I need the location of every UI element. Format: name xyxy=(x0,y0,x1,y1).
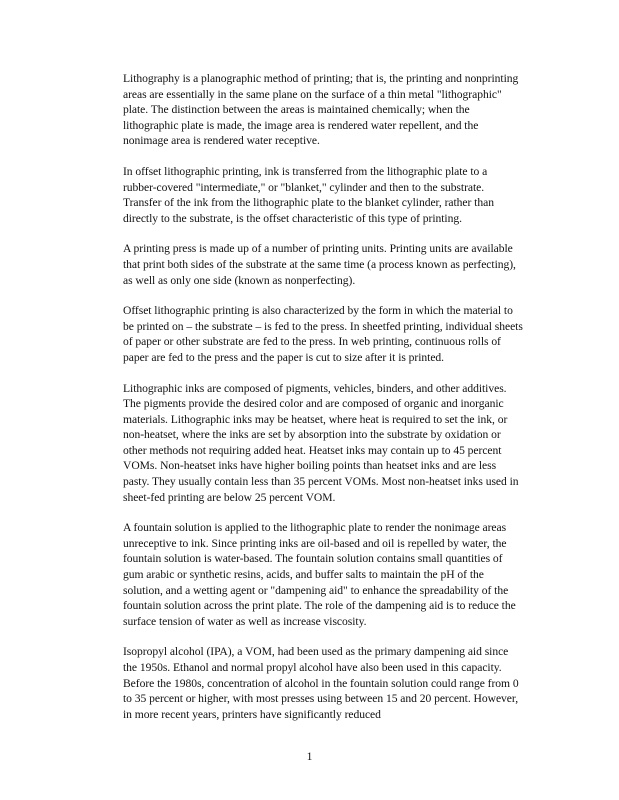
paragraph-lithographic-inks: Lithographic inks are composed of pigments, vehicles, binders, and other additives. The pigments provide the desired color and are composed of organic and inorganic materials. Lithographic inks may be heatset, where heat is required to set the ink, or non-heatset, where the inks are set by absorption into the substrate by oxidation or other methods not requiring added heat. Heatset inks may contain up to 45 percent VOMs. Non-heatset inks have higher boiling points than heatset inks and are less pasty. They usually contain less than 35 percent VOMs. Most non-heatset inks used in sheet-fed printing are below 25 percent VOM. xyxy=(123,381,519,504)
paragraph-offset-printing: In offset lithographic printing, ink is transferred from the lithographic plate to a rubber-covered "intermediate," or "blanket," cylinder and then to the substrate. Transfer of the ink from the lithographic plate to the blanket cylinder, rather than directly to the substrate, is the offset characteristic of this type of printing. xyxy=(123,164,494,225)
paragraph-fountain-solution: A fountain solution is applied to the lithographic plate to render the nonimage areas unreceptive to ink. Since printing inks are oil-based and oil is repelled by water, the fountain solution is water-based. The fountain solution contains small quantities of gum arabic or synthetic resins, acids, and buffer salts to maintain the pH of the solution, and a wetting agent or "dampening aid" to enhance the spreadability of the fountain solution across the print plate. The role of the dampening aid is to reduce the surface tension of water as well as increase viscosity. xyxy=(123,521,516,628)
paragraph-substrate-feed: Offset lithographic printing is also characterized by the form in which the material to be printed on – the substrate – is fed to the press. In sheetfed printing, individual sheets of paper or other substrate are fed to the press. In web printing, continuous rolls of paper are fed to the press and the paper is cut to size after it is printed. xyxy=(123,304,523,364)
paragraph-lithography-definition: Lithography is a planographic method of printing; that is, the printing and nonprinting areas are essentially in the same plane on the surface of a thin metal "lithographic" plate. The distinction between the areas is maintained chemically; when the lithographic plate is made, the image area is rendered water repellent, and the nonimage area is rendered water receptive. xyxy=(123,72,519,148)
document-body xyxy=(123,71,523,737)
paragraph-isopropyl-alcohol: Isopropyl alcohol (IPA), a VOM, had been used as the primary dampening aid since the 1950s. Ethanol and normal propyl alcohol have also been used in this capacity. Before the 1980s, concentration of alcohol in the fountain solution could range from 0 to 35 percent or higher, with most presses using between 15 and 20 percent. However, in more recent years, printers have significantly reduced xyxy=(123,645,519,721)
paragraph-printing-press: A printing press is made up of a number of printing units. Printing units are available that print both sides of the substrate at the same time (a process known as perfecting), as well as only one side (known as nonperfecting). xyxy=(123,242,516,287)
page-number: 1 xyxy=(306,750,313,763)
